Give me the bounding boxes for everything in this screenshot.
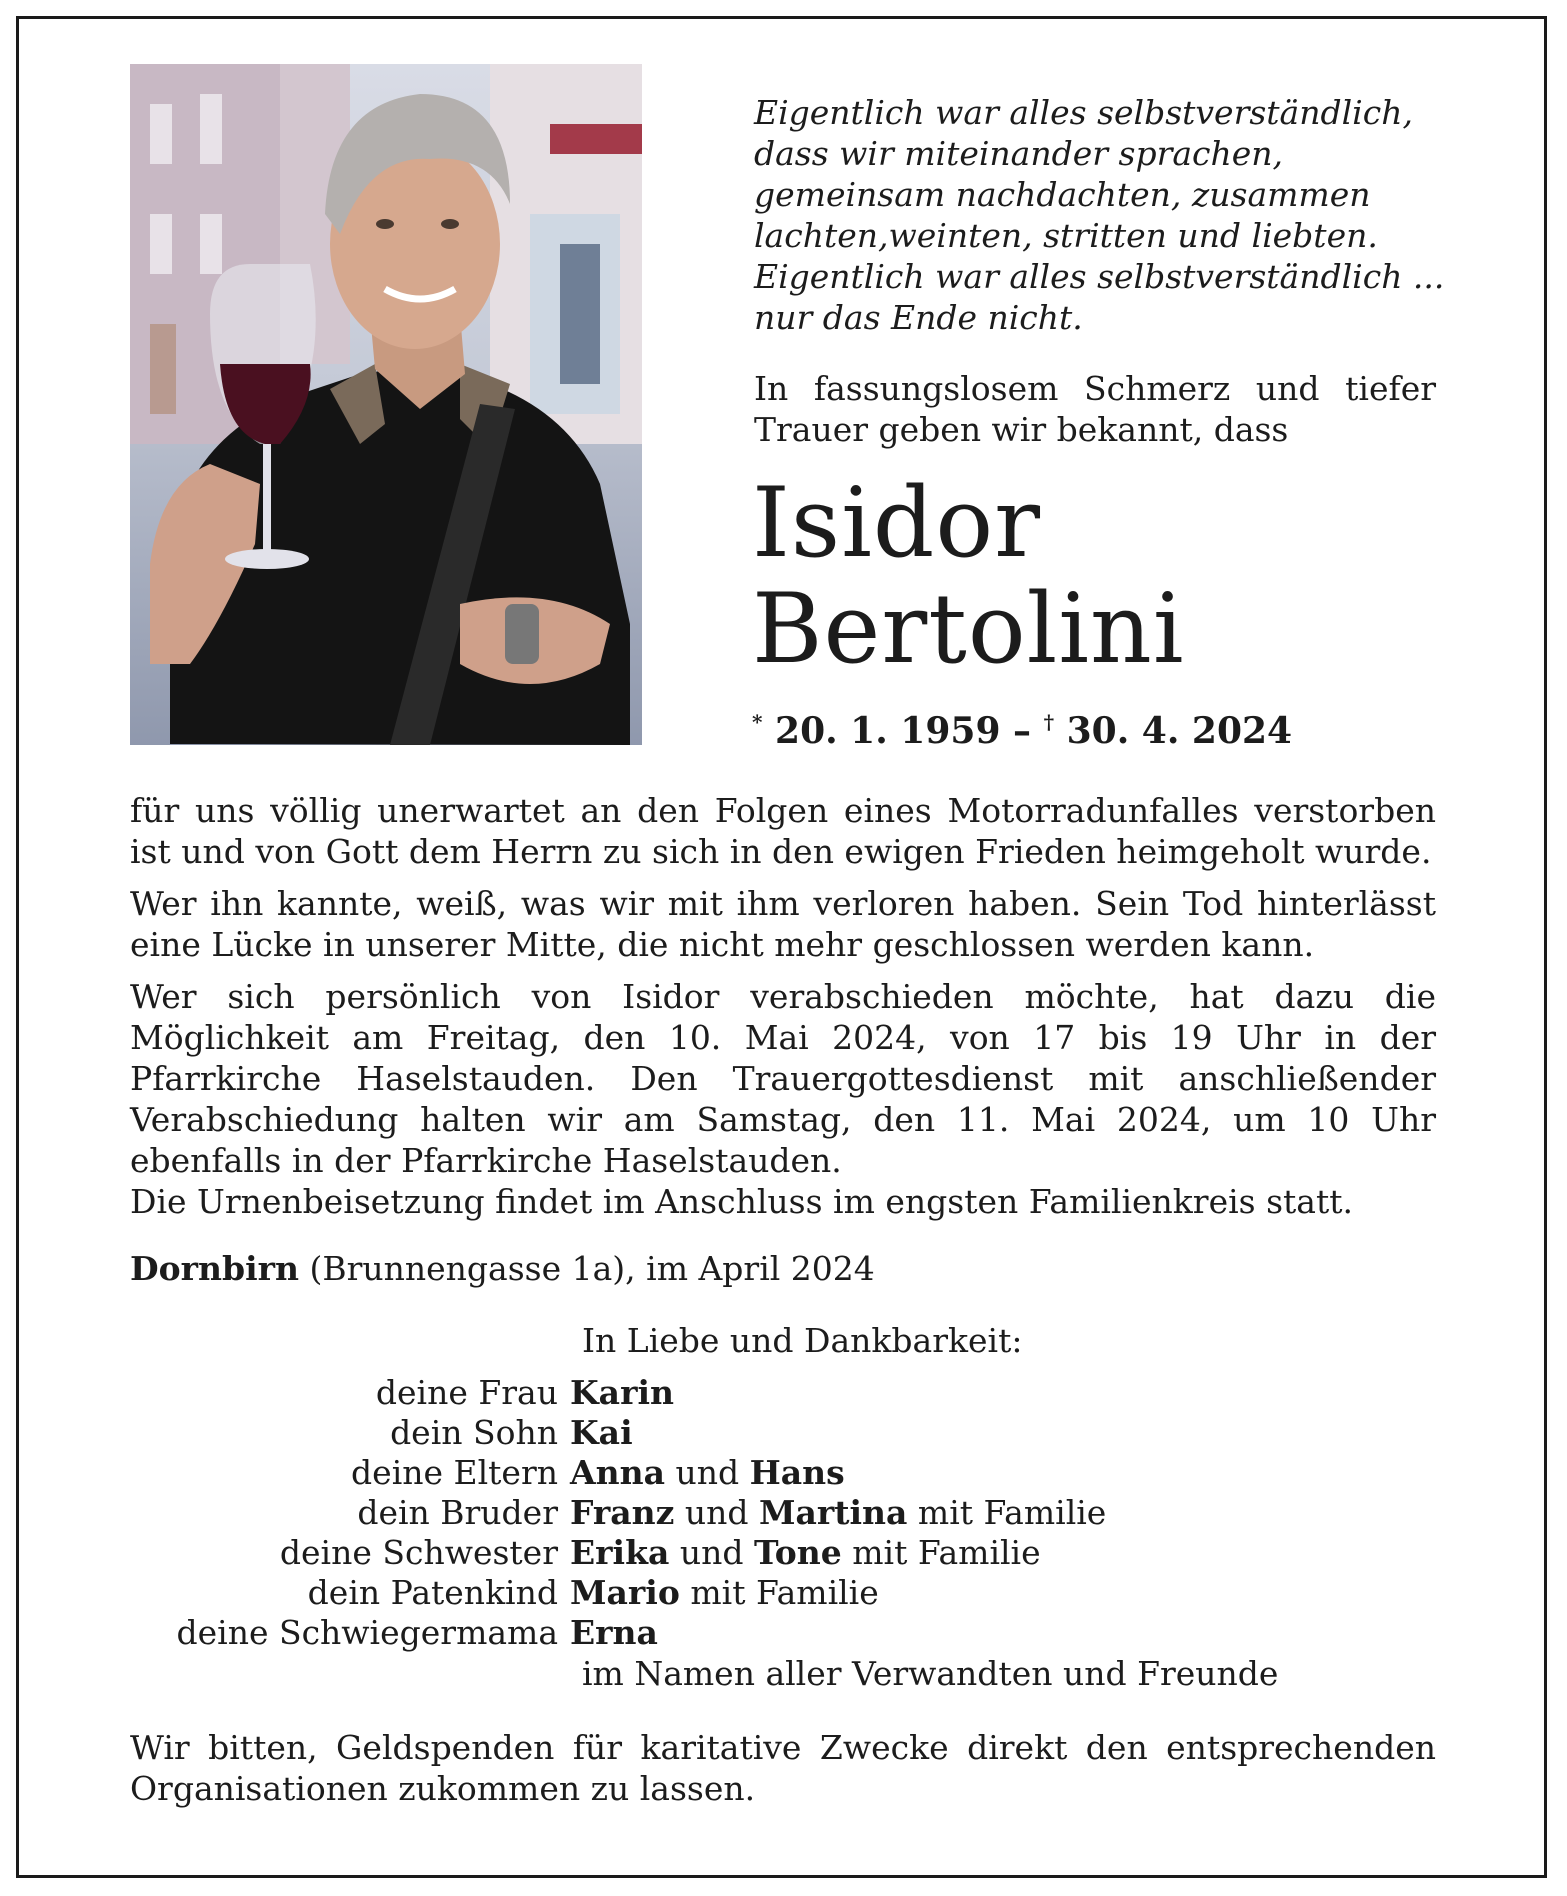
family-footer: im Namen aller Verwandten und Freunde — [582, 1654, 1279, 1693]
family-relation: deine Schwester — [279, 1533, 558, 1572]
announcement-intro: In fassungslosem Schmerz und tiefer Trauer geben wir bekannt, dass — [754, 369, 1436, 449]
body-paragraph: Wer sich persönlich von Isidor verabschieden möchte, hat dazu die Möglichkeit am Freitag, den 10. Mai 2024, von 17 bis 19 Uhr in der Pfarrkirche Haselstauden. Den Trauergottesdienst mit anschließender Verabschiedung halten wir am Samstag, den 11. Mai 2024, um 10 Uhr ebenfalls in der Pfarrkirche Haselstauden. — [130, 977, 1436, 1180]
poem — [754, 92, 1454, 338]
family-relation: deine Frau — [375, 1373, 558, 1412]
family-member-name: Kai — [570, 1413, 633, 1452]
poem-line: Eigentlich war alles selbstverständlich, — [754, 93, 1413, 132]
date-separator: – — [1013, 710, 1032, 752]
family-member-name: Tone — [753, 1533, 842, 1572]
poem-line: gemeinsam nachdachten, zusammen — [754, 175, 1371, 214]
family-relation: deine Eltern — [351, 1453, 558, 1492]
place-and-date — [130, 1248, 875, 1289]
first-name: Isidor — [752, 467, 1042, 579]
family-connector: und — [669, 1533, 754, 1572]
family-row — [130, 1613, 1436, 1653]
family-member-name: Anna — [570, 1453, 665, 1492]
family-member-name: Mario — [570, 1573, 680, 1612]
family-connector: mit Familie — [841, 1533, 1041, 1572]
family-member-name: Franz — [570, 1493, 675, 1532]
family-member-name: Karin — [570, 1373, 674, 1412]
body-paragraph: für uns völlig unerwartet an den Folgen eines Motorradunfalles verstorben ist und von Gott dem Herrn zu sich in den ewigen Frieden heimgeholt wurde. — [130, 791, 1436, 871]
family-names — [570, 1413, 633, 1453]
death-cross-icon: † — [1043, 710, 1055, 734]
family-row — [130, 1373, 1436, 1413]
family-row — [130, 1493, 1436, 1533]
death-date: 30. 4. 2024 — [1066, 710, 1293, 752]
life-dates — [752, 710, 1292, 752]
family-row — [130, 1413, 1436, 1453]
portrait-photo-icon — [130, 64, 642, 745]
body-paragraph: Die Urnenbeisetzung findet im Anschluss im engsten Familienkreis statt. — [130, 1182, 1353, 1221]
family-names — [570, 1573, 879, 1613]
family-member-name: Erika — [570, 1533, 670, 1572]
family-member-name: Erna — [570, 1613, 658, 1652]
family-row — [130, 1453, 1436, 1493]
place-city: Dornbirn — [130, 1249, 299, 1288]
poem-line: nur das Ende nicht. — [754, 298, 1083, 337]
place-details: (Brunnengasse 1a), im April 2024 — [299, 1249, 875, 1288]
last-name: Bertolini — [752, 573, 1185, 685]
family-row — [130, 1573, 1436, 1613]
family-member-name: Martina — [758, 1493, 908, 1532]
family-names — [570, 1373, 674, 1413]
poem-line: lachten,weinten, stritten und liebten. — [754, 216, 1378, 255]
love-line: In Liebe und Dankbarkeit: — [582, 1321, 1023, 1360]
poem-line: dass wir miteinander sprachen, — [754, 134, 1284, 173]
family-names — [570, 1613, 658, 1653]
family-names — [570, 1493, 1106, 1533]
family-relation: dein Bruder — [357, 1493, 558, 1532]
family-connector: und — [664, 1453, 750, 1492]
family-relation: deine Schwiegermama — [176, 1613, 558, 1652]
family-names — [570, 1453, 845, 1493]
donation-note: Wir bitten, Geldspenden für karitative Zwecke direkt den entsprechenden Organisationen zukommen zu lassen. — [130, 1728, 1436, 1808]
poem-line: Eigentlich war alles selbstverständlich ... — [754, 257, 1445, 296]
birth-star-icon: * — [752, 710, 763, 734]
deceased-name — [752, 467, 1452, 685]
birth-date: 20. 1. 1959 — [775, 710, 1001, 752]
family-relation: dein Sohn — [390, 1413, 558, 1452]
family-relation: dein Patenkind — [307, 1573, 558, 1612]
body-paragraph: Wer ihn kannte, weiß, was wir mit ihm verloren haben. Sein Tod hinterlässt eine Lücke in unserer Mitte, die nicht mehr geschlossen werden kann. — [130, 884, 1436, 964]
family-row — [130, 1533, 1436, 1573]
family-names — [570, 1533, 1041, 1573]
family-list — [130, 1373, 1436, 1653]
obituary-body — [130, 790, 1436, 1233]
family-member-name: Hans — [749, 1453, 845, 1492]
family-connector: und — [674, 1493, 759, 1532]
family-connector: mit Familie — [679, 1573, 879, 1612]
family-connector: mit Familie — [907, 1493, 1107, 1532]
